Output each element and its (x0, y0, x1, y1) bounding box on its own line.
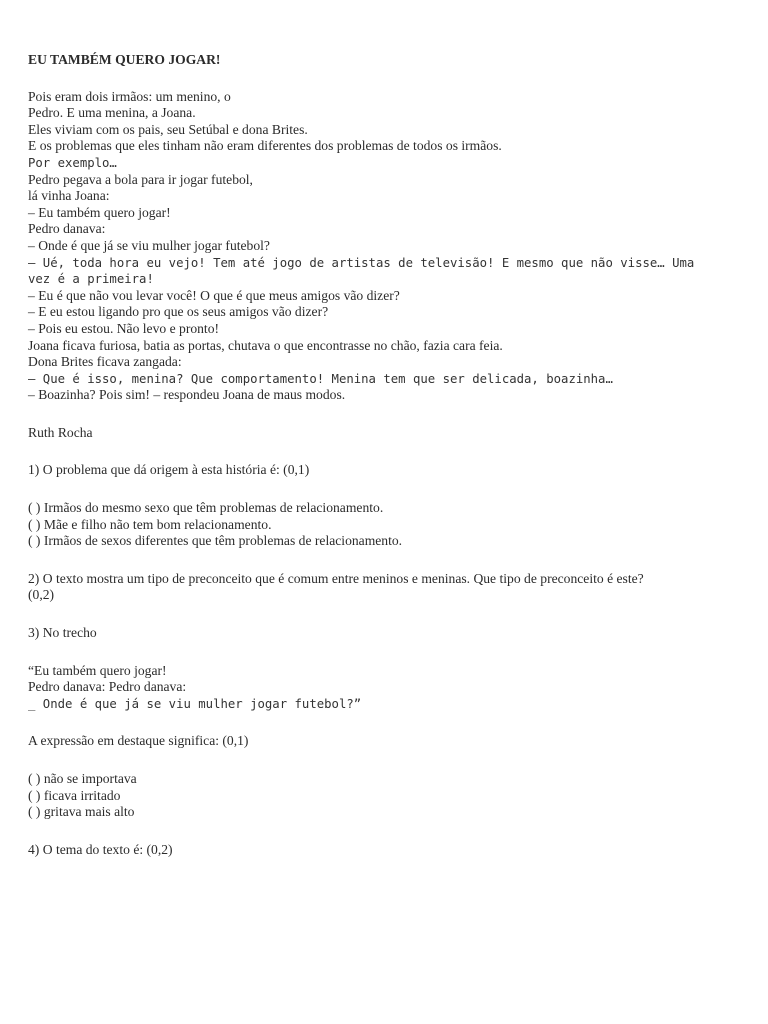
story-line: – Pois eu estou. Não levo e pronto! (28, 320, 220, 336)
story-text (28, 89, 740, 404)
question-3-prompt: A expressão em destaque significa: (0,1) (28, 733, 249, 749)
author-name: Ruth Rocha (28, 424, 93, 440)
question-3-quote (28, 663, 740, 713)
quote-line: Pedro danava: Pedro danava: (28, 679, 187, 695)
story-line: – Ué, toda hora eu vejo! Tem até jogo de artistas de televisão! E mesmo que não visse… Uma (28, 255, 695, 270)
story-line: E os problemas que eles tinham não eram diferentes dos problemas de todos os irmãos. (28, 138, 502, 154)
story-line: – Boazinha? Pois sim! – respondeu Joana de maus modos. (28, 387, 346, 403)
option-item: ( ) Irmãos de sexos diferentes que têm problemas de relacionamento. (28, 533, 403, 549)
question-1: 1) O problema que dá origem à esta história é: (0,1) (28, 462, 310, 478)
quote-line: _ Onde é que já se viu mulher jogar futebol?” (28, 696, 362, 711)
quote-line: “Eu também quero jogar! (28, 662, 167, 678)
story-line: Pois eram dois irmãos: um menino, o (28, 88, 231, 104)
story-line: lá vinha Joana: (28, 188, 110, 204)
story-line: Pedro. E uma menina, a Joana. (28, 105, 196, 121)
question-2-points: (0,2) (28, 587, 55, 603)
story-line: – Eu é que não vou levar você! O que é que meus amigos vão dizer? (28, 287, 400, 303)
story-line: Dona Brites ficava zangada: (28, 354, 182, 370)
story-line: Joana ficava furiosa, batia as portas, chutava o que encontrasse no chão, fazia cara feia. (28, 337, 503, 353)
question-3-options (28, 771, 740, 821)
story-line: – E eu estou ligando pro que os seus amigos vão dizer? (28, 304, 329, 320)
question-2 (28, 571, 740, 604)
story-line: – Que é isso, menina? Que comportamento! Menina tem que ser delicada, boazinha… (28, 371, 613, 386)
question-2-text: 2) O texto mostra um tipo de preconceito que é comum entre meninos e meninas. Que tipo de preconceito é este? (28, 570, 644, 586)
story-line: Pedro danava: (28, 221, 106, 237)
option-item: ( ) ficava irritado (28, 787, 121, 803)
story-line: Eles viviam com os pais, seu Setúbal e dona Brites. (28, 121, 308, 137)
option-item: ( ) Irmãos do mesmo sexo que têm problemas de relacionamento. (28, 500, 384, 516)
option-item: ( ) gritava mais alto (28, 804, 135, 820)
story-line: Por exemplo… (28, 155, 117, 170)
option-item: ( ) não se importava (28, 771, 137, 786)
story-line: Pedro pegava a bola para ir jogar futebol, (28, 171, 253, 187)
story-line: vez é a primeira! (28, 272, 154, 287)
question-4: 4) O tema do texto é: (0,2) (28, 841, 173, 857)
option-item: ( ) Mãe e filho não tem bom relacionamento. (28, 516, 272, 532)
document-title: EU TAMBÉM QUERO JOGAR! (28, 52, 221, 67)
question-1-options (28, 500, 740, 550)
question-3: 3) No trecho (28, 625, 97, 641)
story-line: – Eu também quero jogar! (28, 204, 171, 220)
document-page (28, 52, 740, 858)
story-line: – Onde é que já se viu mulher jogar futebol? (28, 237, 270, 253)
